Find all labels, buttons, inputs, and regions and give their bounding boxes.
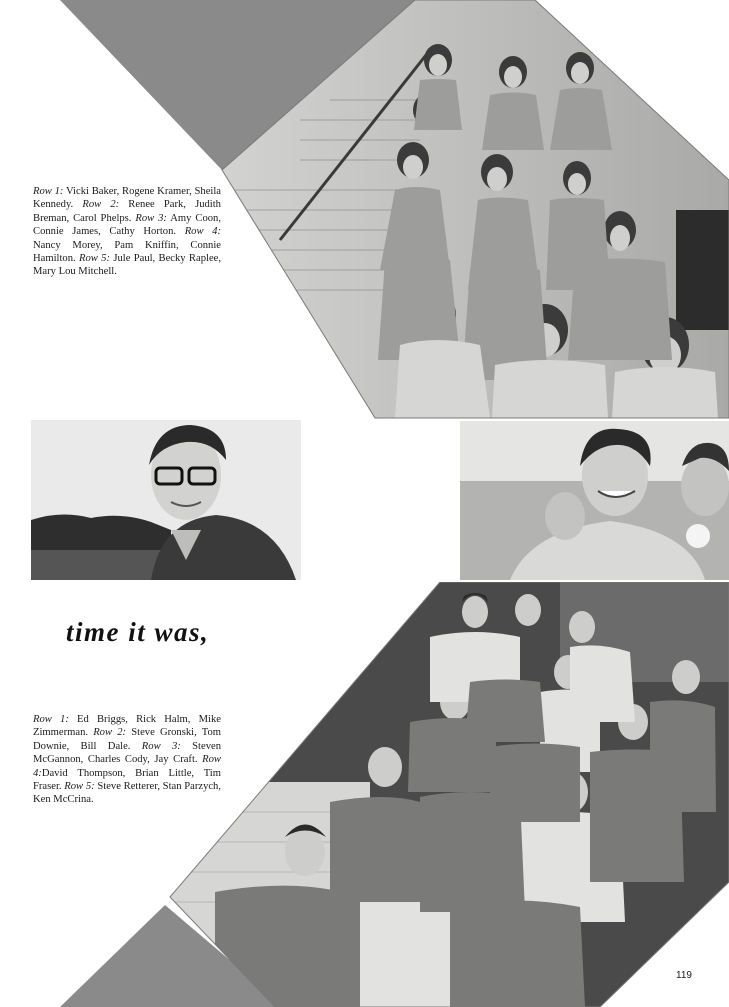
- headline: time it was,: [66, 617, 210, 647]
- caption-row-names: Ed Briggs, Rick Halm, Mike Zimmerman.: [33, 714, 221, 739]
- caption-row-label: Row 2:: [93, 727, 127, 739]
- caption-row-label: Row 5:: [64, 781, 95, 793]
- caption-row-names: Vicki Baker, Rogene Kramer, Sheila Kennedy.: [33, 186, 221, 211]
- caption-row-names: Nancy Morey, Pam Kniffin, Connie Hamilton.: [33, 239, 221, 265]
- caption-row-names: David Thompson, Brian Little, Tim Fraser.: [33, 767, 221, 793]
- caption-row-label: Row 4:: [33, 754, 221, 779]
- caption-row-label: Row 3:: [135, 212, 167, 224]
- boys-photo-caption: [33, 713, 221, 807]
- page-number: 119: [676, 970, 692, 981]
- caption-row-label: Row 1:: [33, 186, 64, 197]
- caption-row-label: Row 2:: [82, 199, 120, 211]
- boys-ping-pong-photo: [460, 421, 729, 580]
- boy-portrait-photo: [31, 420, 301, 580]
- caption-row-label: Row 4:: [184, 226, 221, 238]
- caption-row-names: Steve Retterer, Stan Parzych, Ken McCrina.: [33, 781, 222, 806]
- caption-row-names: Jule Paul, Becky Raplee, Mary Lou Mitchell.: [33, 253, 221, 278]
- caption-row-label: Row 5:: [79, 253, 110, 265]
- girls-photo-caption: [33, 185, 221, 279]
- caption-row-names: Renee Park, Judith Breman, Carol Phelps.: [33, 199, 221, 224]
- caption-row-names: Steve Gronski, Tom Downie, Bill Dale.: [33, 727, 221, 752]
- caption-row-label: Row 3:: [141, 740, 181, 752]
- caption-row-label: Row 1:: [33, 714, 69, 725]
- caption-row-names: Steven McGannon, Charles Cody, Jay Craft.: [33, 740, 221, 766]
- caption-row-names: Amy Coon, Connie James, Cathy Horton.: [33, 212, 221, 238]
